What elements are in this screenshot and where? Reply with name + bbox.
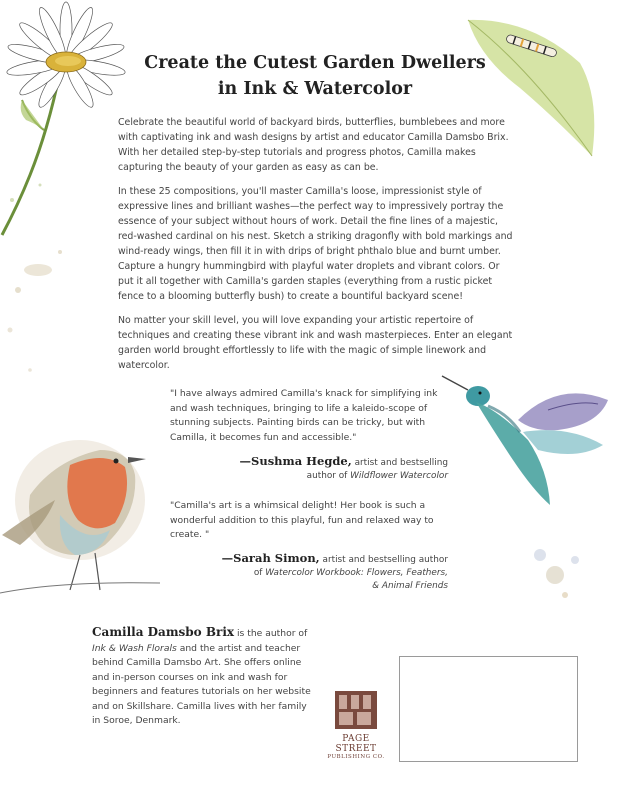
quote-2-book-2: & Animal Friends: [372, 581, 448, 591]
bio-book: Ink & Wash Florals: [92, 642, 177, 654]
author-name: Camilla Damsbo Brix: [92, 625, 235, 639]
robin-illustration: [0, 405, 165, 620]
quote-2-book: Watercolor Workbook: Flowers, Feathers,: [265, 568, 448, 578]
quote-2-name: —Sarah Simon,: [221, 551, 320, 565]
description-body: [118, 115, 513, 382]
quote-2: "Camilla's art is a whimsical delight! Her book is such a wonderful addition to this playful, fun and relaxed way to create. ": [170, 500, 434, 540]
title-line-1: Create the Cutest Garden Dwellers: [144, 53, 486, 73]
title-line-2: in Ink & Watercolor: [217, 79, 413, 99]
quote-1-name: —Sushma Hegde,: [239, 454, 352, 468]
publisher-sub: PUBLISHING CO.: [327, 754, 385, 760]
quote-2-attribution: [185, 552, 448, 593]
author-bio: [92, 625, 312, 729]
quote-1-role: artist and bestselling: [351, 458, 448, 468]
bio-text-2: and the artist and teacher behind Camilla Damsbo Art. She offers online and in-person courses on ink and wash for beginners and features tutorials on her website and on Skillshare. Camilla lives with her family in Soroe, Denmark.: [92, 642, 311, 726]
quote-1-role-2: author of: [306, 471, 351, 481]
quote-2-role: artist and bestselling author: [319, 555, 448, 565]
paragraph-1: Celebrate the beautiful world of backyard birds, butterflies, bumblebees and more with captivating ink and wash designs by artist and educator Camilla Damsbo Brix. With her detailed step-by-step tutorials and progress photos, Camilla makes capturing the beauty of your garden as easy as can be.: [118, 117, 509, 173]
publisher-logo: [325, 690, 387, 760]
hummingbird-illustration: [438, 370, 613, 515]
quote-1: "I have always admired Camilla's knack for simplifying ink and wash techniques, bringing to life a kaleido-scope of stunning subjects. Painting birds can be tricky, but with Camilla, it becomes fun and accessible.": [170, 388, 438, 443]
paint-splatter-right: [520, 535, 600, 615]
paint-splatter-left: [0, 230, 90, 400]
quote-1-attribution: [185, 455, 448, 483]
page-title: [100, 50, 530, 102]
barcode-area: [399, 656, 578, 762]
quote-1-book: Wildflower Watercolor: [350, 471, 448, 481]
publisher-name: PAGE STREET: [335, 734, 377, 754]
paragraph-3: No matter your skill level, you will love expanding your artistic repertoire of techniques and creating these vibrant ink and wash masterpieces. Enter an elegant garden world brought effortlessly to life with the magic of simple linework and watercolor.: [118, 315, 513, 371]
paragraph-2: In these 25 compositions, you'll master Camilla's loose, impressionist style of expressive lines and brilliant washes—the perfect way to impressively portray the essence of your subject without hours of work. Detail the fine lines of a majestic, red-washed cardinal on his nest. Sketch a striking dragonfly with bold markings and wind-ready wings, then fill it in with drips of bright phthalo blue and burnt umber. Capture a hungry hummingbird with playful water droplets and vibrant colors. Or put it all together with Camilla's garden staples (everything from a rustic picket fence to a blooming butterfly bush) to create a bountiful backyard scene!: [118, 186, 513, 302]
quote-2-role-2: of: [253, 568, 266, 578]
publisher-logo-mark: [334, 690, 378, 730]
bio-text-1: is the author of: [234, 628, 308, 639]
